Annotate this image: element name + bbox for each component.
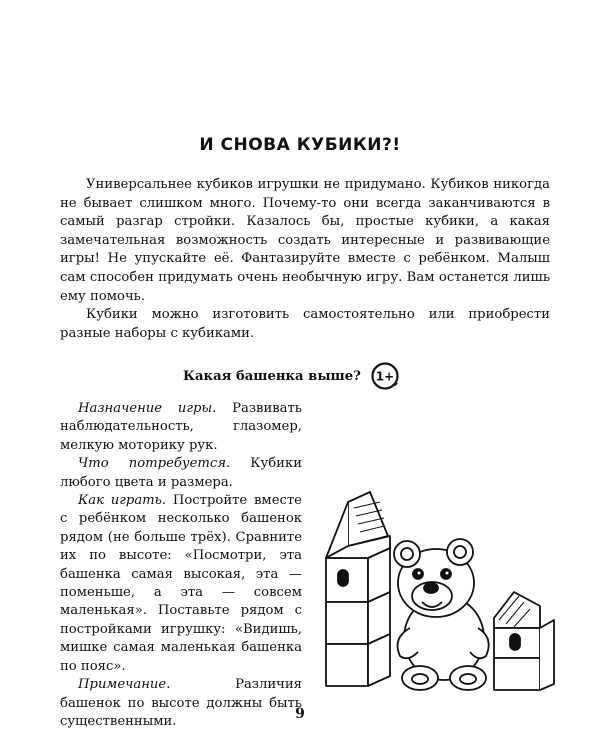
note-label: Примечание — [78, 677, 167, 693]
note-paragraph — [60, 676, 302, 731]
game-description — [60, 400, 302, 731]
howto-text: . Постройте вместе с ребёнком несколько башенок рядом (не больше трёх). Сравните их по высоте: «Посмотри, эта башенка самая высокая, эта — поменьше, а эта — совсем маленькая». Поставьте рядом с постройками игрушку: «Видишь, мишке самая маленькая башенка по пояс». — [60, 493, 302, 674]
page-number: 9 — [295, 706, 305, 722]
age-label: 1+ — [375, 369, 395, 384]
howto-label: Как играть — [78, 493, 162, 509]
purpose-text: . Развивать наблюдательность, глазомер, мелкую моторику рук. — [60, 401, 302, 453]
intro-paragraph: Кубики можно изготовить самостоятельно или приобрести разные наборы с кубиками. — [60, 307, 550, 341]
needs-paragraph — [60, 455, 302, 492]
game-heading — [183, 361, 401, 391]
howto-paragraph — [60, 492, 302, 676]
intro-paragraph: Универсальнее кубиков игрушки не придумано. Кубиков никогда не бывает слишком много. Почему-то они всегда заканчиваются в самый разгар стройки. Казалось бы, простые кубики, а какая замечательная возможность создать интересные и развивающие игры! Не упускайте её. Фантазируйте вместе с ребёнком. Малыш сам способен придумать очень необычную игру. Вам останется лишь ему помочь. — [60, 177, 550, 304]
needs-label: Что потребуется — [78, 456, 227, 472]
needs-text: . Кубики любого цвета и размера. — [60, 456, 302, 490]
intro-text — [60, 176, 550, 343]
purpose-label: Назначение игры — [78, 401, 213, 416]
towers-and-bear-illustration — [318, 488, 558, 698]
bear-with-block-towers-icon — [318, 488, 558, 698]
purpose-paragraph — [60, 400, 302, 455]
age-badge — [371, 361, 401, 391]
age-badge-circle-icon — [371, 361, 401, 391]
note-text: . Различия башенок по высоте должны быть существенными. — [60, 677, 302, 729]
game-title: Какая башенка выше? — [183, 368, 361, 384]
page-title: И СНОВА КУБИКИ?! — [199, 135, 401, 155]
